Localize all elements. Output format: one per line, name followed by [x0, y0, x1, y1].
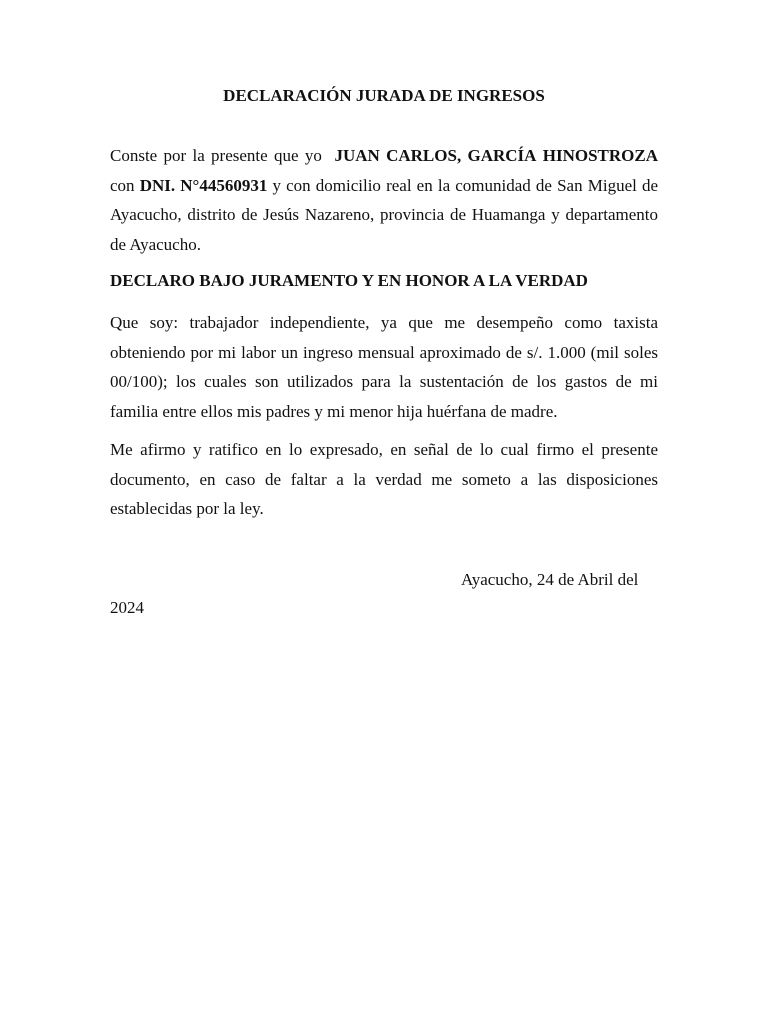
income-paragraph: [110, 308, 658, 426]
date-line: Ayacucho, 24 de Abril del: [461, 570, 639, 589]
document-title: DECLARACIÓN JURADA DE INGRESOS: [223, 86, 545, 105]
affirmation-paragraph: [110, 435, 658, 524]
address-text: y con domicilio real en la comunidad de San Miguel de Ayacucho, distrito de Jesús Nazareno, provincia de Huamanga y departamento de Ayacucho.: [110, 175, 659, 254]
dni-number: DNI. N°44560931: [139, 175, 268, 195]
intro-text: Conste por la presente que yo: [110, 146, 329, 165]
declaration-heading: DECLARO BAJO JURAMENTO Y EN HONOR A LA VERDAD: [110, 271, 588, 290]
con-text: con: [110, 175, 140, 195]
income-text: Que soy: trabajador independiente, ya que me desempeño como taxista obteniendo por mi labor un ingreso mensual aproximado de s/. 1.000 (mil soles 00/100); los cuales son utilizados para la sustentación de los gastos de mi familia entre ellos mis padres y mi menor hija huérfana de madre.: [110, 313, 658, 421]
affirmation-text: Me afirmo y ratifico en lo expresado, en señal de lo cual firmo el presente documento, en caso de faltar a la verdad me someto a las disposiciones establecidas por la ley.: [110, 440, 658, 518]
intro-paragraph: [110, 141, 658, 259]
declarant-name-part1: JUAN CARLOS, GARCÍA: [334, 146, 537, 165]
declarant-name-part2: HINOSTROZA: [542, 146, 659, 165]
date-year: 2024: [110, 598, 144, 617]
